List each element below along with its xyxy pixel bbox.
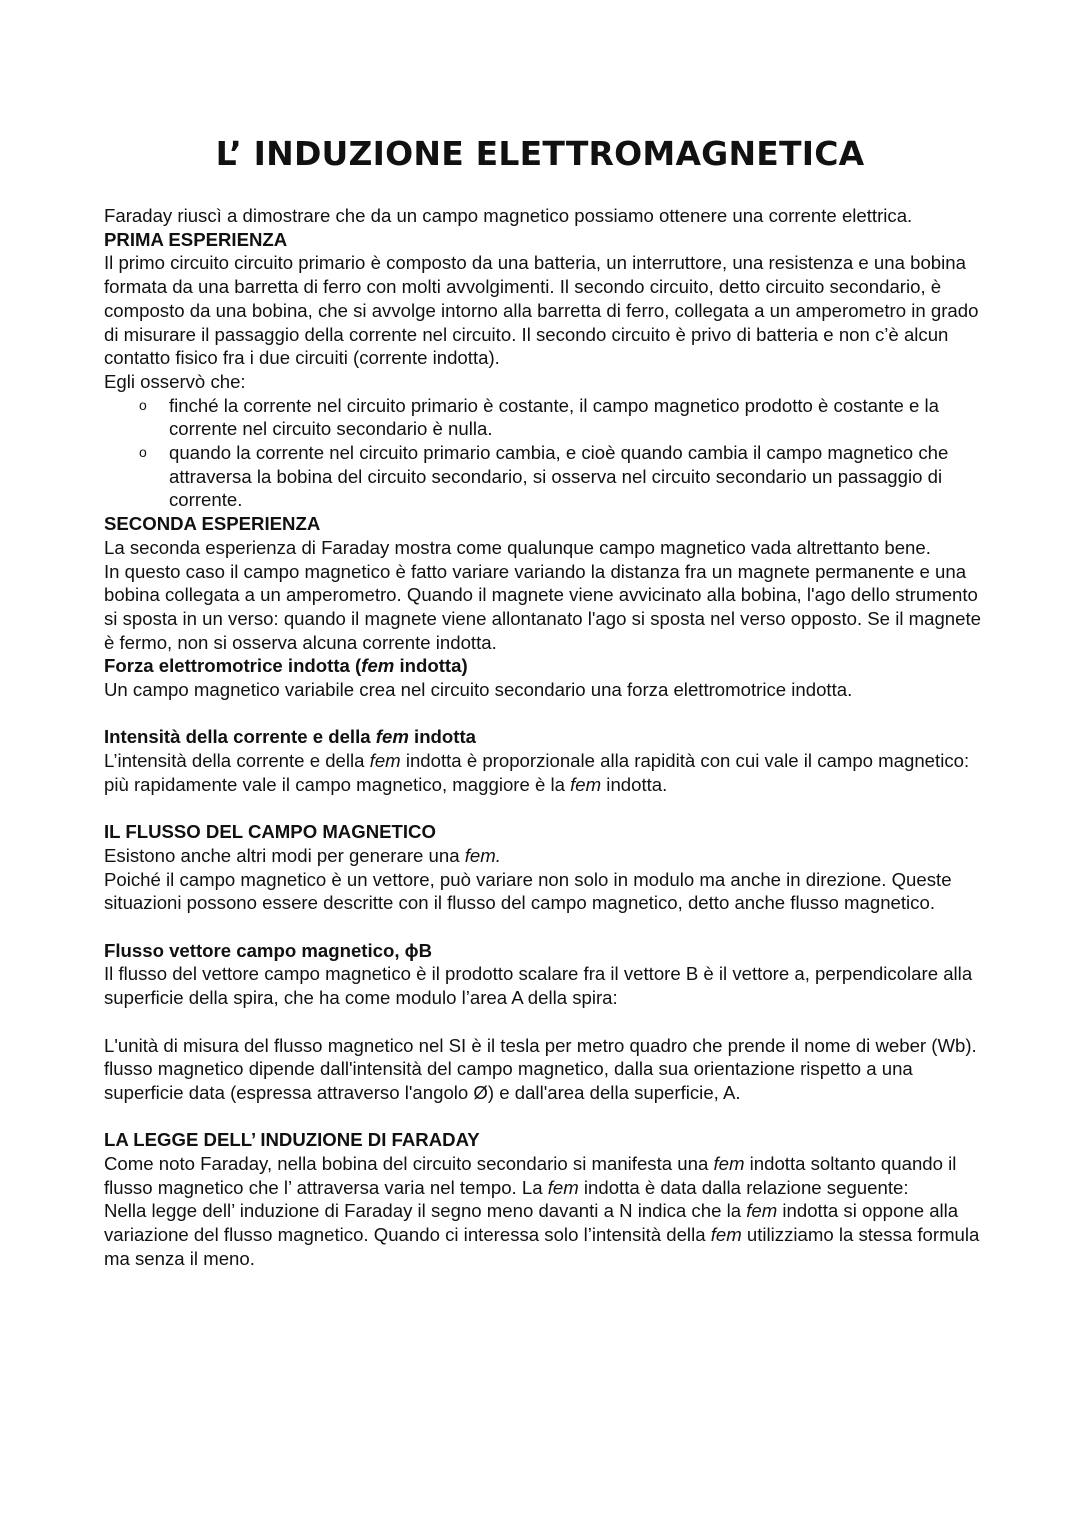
list-item bbox=[104, 394, 984, 441]
intro-paragraph: Faraday riuscì a dimostrare che da un campo magnetico possiamo ottenere una corrente elettrica. bbox=[104, 205, 913, 226]
seconda-paragraph-2: In questo caso il campo magnetico è fatto variare variando la distanza fra un magnete permanente e una bobina collegata a un amperometro. Quando il magnete viene avvicinato alla bobina, l'ago dello strumento si sposta in un verso: quando il magnete viene allontanato l'ago si sposta nel verso opposto. Se il magnete è fermo, non si osserva alcuna corrente indotta. bbox=[104, 560, 981, 653]
list-item-text: quando la corrente nel circuito primario cambia, e cioè quando cambia il campo magnetico che attraversa la bobina del circuito secondario, si osserva nel circuito secondario un passaggio di corrente. bbox=[169, 442, 949, 511]
depends-paragraph: flusso magnetico dipende dall'intensità del campo magnetico, dalla sua orientazione rispetto a una superficie data (espressa attraverso l'angolo Ø) e dall'area della superficie, A. bbox=[104, 1058, 913, 1103]
forza-paragraph: Un campo magnetico variabile crea nel circuito secondario una forza elettromotrice indotta. bbox=[104, 679, 853, 701]
flusso-paragraph-2: Poiché il campo magnetico è un vettore, può variare non solo in modulo ma anche in direzione. Queste situazioni possono essere descritte con il flusso del campo magnetico, detto anche flusso magnetico. bbox=[104, 868, 952, 914]
section-heading-flusso-vettore: Flusso vettore campo magnetico, ϕB bbox=[104, 939, 433, 961]
vettore-paragraph: Il flusso del vettore campo magnetico è il prodotto scalare fra il vettore B è il vettore a, perpendicolare alla superficie della spira, che ha come modulo l’area A della spira: bbox=[104, 963, 973, 1009]
seconda-paragraph-1: La seconda esperienza di Faraday mostra come qualunque campo magnetico vada altrettanto bene. bbox=[104, 536, 931, 558]
section-heading-forza-elettromotrice: Forza elettromotrice indotta (fem indotta) bbox=[104, 655, 468, 677]
observed-paragraph: Egli osservò che: bbox=[104, 370, 246, 392]
page-title: L’ INDUZIONE ELETTROMAGNETICA bbox=[215, 134, 865, 173]
section-heading-intensita: Intensità della corrente e della fem indotta bbox=[104, 726, 476, 748]
legge-paragraph-1: Come noto Faraday, nella bobina del circuito secondario si manifesta una fem indotta soltanto quando il flusso magnetico che l’ attraversa varia nel tempo. La fem indotta è data dalla relazione seguente: bbox=[104, 1153, 957, 1198]
document-body bbox=[104, 204, 984, 1271]
flusso-paragraph-1: Esistono anche altri modi per generare una fem. bbox=[104, 844, 501, 866]
observation-list bbox=[104, 394, 984, 513]
legge-paragraph-2: Nella legge dell’ induzione di Faraday il segno meno davanti a N indica che la fem indotta si oppone alla variazione del flusso magnetico. Quando ci interessa solo l’intensità della fem utilizziamo la stessa formula ma senza il meno. bbox=[104, 1200, 980, 1269]
list-item-text: finché la corrente nel circuito primario è costante, il campo magnetico prodotto è costante e la corrente nel circuito secondario è nulla. bbox=[169, 394, 939, 440]
section-heading-flusso: IL FLUSSO DEL CAMPO MAGNETICO bbox=[104, 821, 436, 843]
bullet-marker-icon: o bbox=[139, 396, 147, 413]
section-heading-prima-esperienza: PRIMA ESPERIENZA bbox=[104, 228, 288, 250]
list-item bbox=[104, 441, 984, 512]
section-heading-legge-faraday: LA LEGGE DELL’ INDUZIONE DI FARADAY bbox=[104, 1129, 480, 1151]
bullet-marker-icon: o bbox=[139, 444, 147, 461]
section-heading-seconda-esperienza: SECONDA ESPERIENZA bbox=[104, 513, 321, 535]
intensita-paragraph: L’intensità della corrente e della fem indotta è proporzionale alla rapidità con cui vale il campo magnetico: più rapidamente vale il campo magnetico, maggiore è la fem indotta. bbox=[104, 750, 970, 795]
prima-paragraph: Il primo circuito circuito primario è composto da una batteria, un interruttore, una resistenza e una bobina formata da una barretta di ferro con molti avvolgimenti. Il secondo circuito, detto circuito secondario, è composto da una bobina, che si avvolge intorno alla barretta di ferro, collegata a un amperometro in grado di misurare il passaggio della corrente nel circuito. Il secondo circuito è privo di batteria e non c’è alcun contatto fisico fra i due circuiti (corrente indotta). bbox=[104, 252, 979, 369]
unit-paragraph: L'unità di misura del flusso magnetico nel SI è il tesla per metro quadro che prende il nome di weber (Wb). bbox=[104, 1034, 977, 1056]
